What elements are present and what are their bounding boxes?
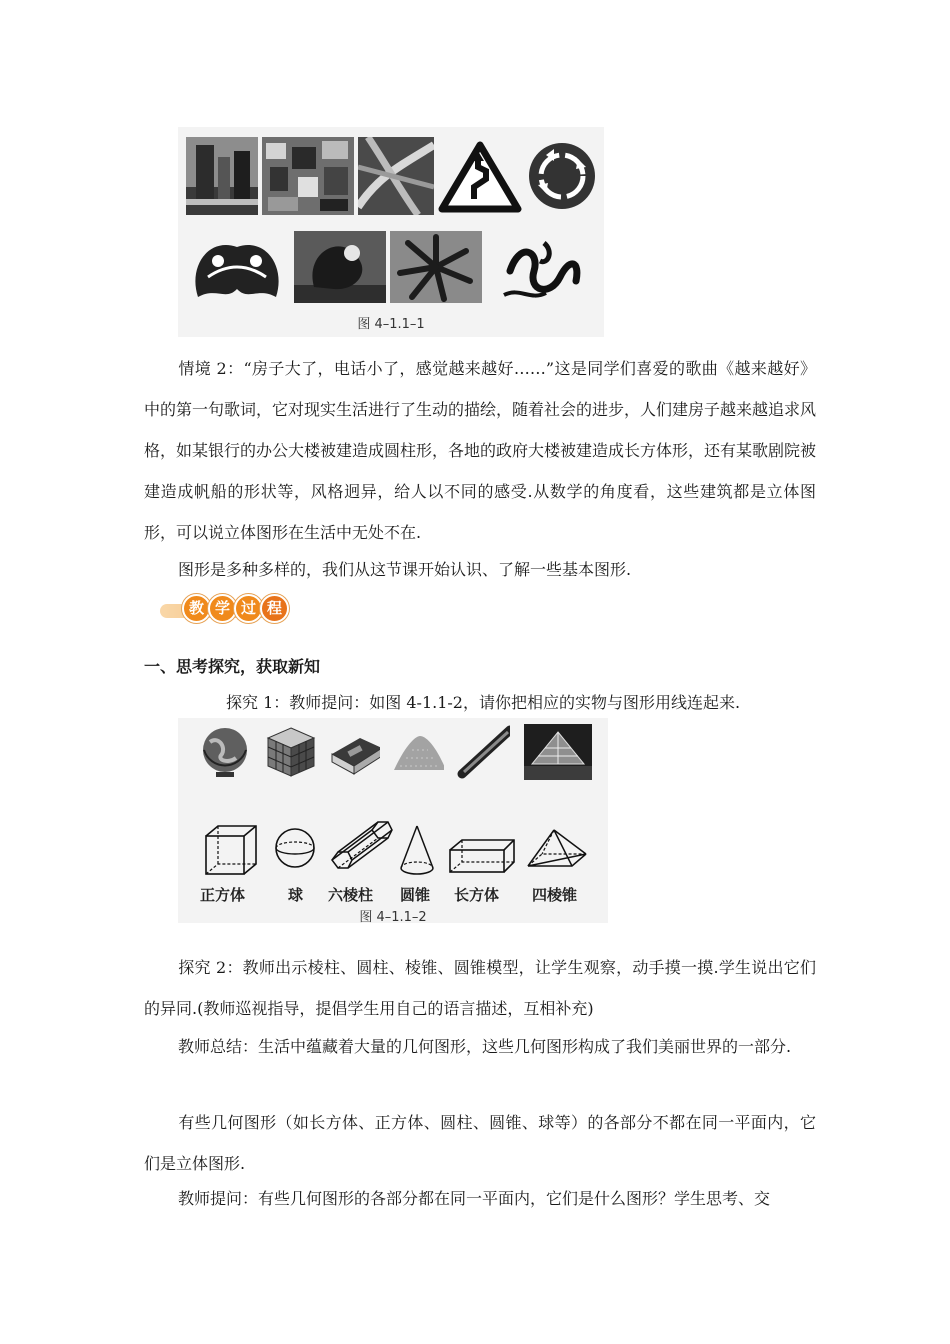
winding-road-sign	[438, 141, 522, 213]
explore-1-paragraph: 探究 1：教师提问：如图 4-1.1-2，请你把相应的实物与图形用线连起来.	[226, 693, 741, 712]
figure-4-1-1-1	[178, 127, 604, 337]
hexagonal-prism-diagram	[328, 820, 394, 880]
starfish-photo	[390, 231, 482, 303]
figure-caption: 图 4–1.1–2	[359, 910, 427, 925]
solid-definition-paragraph: 有些几何图形（如长方体、正方体、圆柱、圆锥、球等）的各部分不都在同一平面内，它们是立体图形.	[144, 1113, 816, 1173]
square-pyramid-diagram	[524, 826, 590, 878]
sand-pile-photo	[390, 724, 444, 780]
pyramid-photo	[524, 724, 592, 780]
figure-4-1-1-2	[178, 718, 608, 923]
banner-char: 教	[182, 594, 211, 623]
banner-char: 程	[260, 594, 289, 623]
highway-interchange-photo	[358, 137, 434, 215]
book-photo	[326, 724, 380, 780]
city-aerial-photo	[262, 137, 354, 215]
sphere-diagram	[274, 826, 316, 870]
cuboid-diagram	[446, 836, 518, 876]
pencil-photo	[456, 724, 510, 780]
solid-label-cuboid: 长方体	[454, 886, 500, 904]
section-heading: 一、思考探究，获取新知	[144, 657, 321, 676]
cube-diagram	[202, 822, 258, 882]
banner-char: 学	[208, 594, 237, 623]
rubiks-cube-photo	[264, 724, 318, 780]
banner-char: 过	[234, 594, 263, 623]
calligraphy-art	[500, 231, 584, 305]
globe-photo	[198, 724, 252, 780]
sculpture-photo	[294, 231, 386, 303]
solid-label-cube: 正方体	[200, 886, 246, 904]
solid-label-hexagonal-prism: 六棱柱	[328, 886, 374, 904]
dragon-papercut	[188, 227, 286, 307]
skyscrapers-photo	[186, 137, 258, 215]
solid-label-sphere: 球	[288, 886, 304, 904]
solid-label-square-pyramid: 四棱锥	[532, 886, 578, 904]
summary-paragraph: 教师总结：生活中蕴藏着大量的几何图形，这些几何图形构成了我们美丽世界的一部分.	[178, 1037, 792, 1056]
solid-label-cone: 圆锥	[400, 886, 431, 904]
roundabout-sign	[526, 139, 598, 213]
explore-2-paragraph: 探究 2：教师出示棱柱、圆柱、棱锥、圆锥模型，让学生观察，动手摸一摸.学生说出它们的异同.(教师巡视指导，提倡学生用自己的语言描述，互相补充)	[144, 958, 816, 1018]
situation-2-paragraph: 情境 2：“房子大了，电话小了，感觉越来越好……”这是同学们喜爱的歌曲《越来越好》中的第一句歌词，它对现实生活进行了生动的描绘，随着社会的进步，人们建房子越来越追求风格，如某银行的办公大楼被建造成圆柱形，各地的政府大楼被建造成长方体形，还有某歌剧院被建造成帆船的形状等，风格迥异，给人以不同的感受.从数学的角度看，这些建筑都是立体图形，可以说立体图形在生活中无处不在.	[144, 359, 817, 542]
teaching-process-banner	[160, 592, 286, 622]
teacher-question-paragraph: 教师提问：有些几何图形的各部分都在同一平面内，它们是什么图形？学生思考、交	[178, 1189, 771, 1208]
intro-paragraph: 图形是多种多样的，我们从这节课开始认识、了解一些基本图形.	[178, 560, 632, 579]
figure-caption: 图 4–1.1–1	[357, 317, 425, 332]
cone-diagram	[398, 822, 436, 880]
